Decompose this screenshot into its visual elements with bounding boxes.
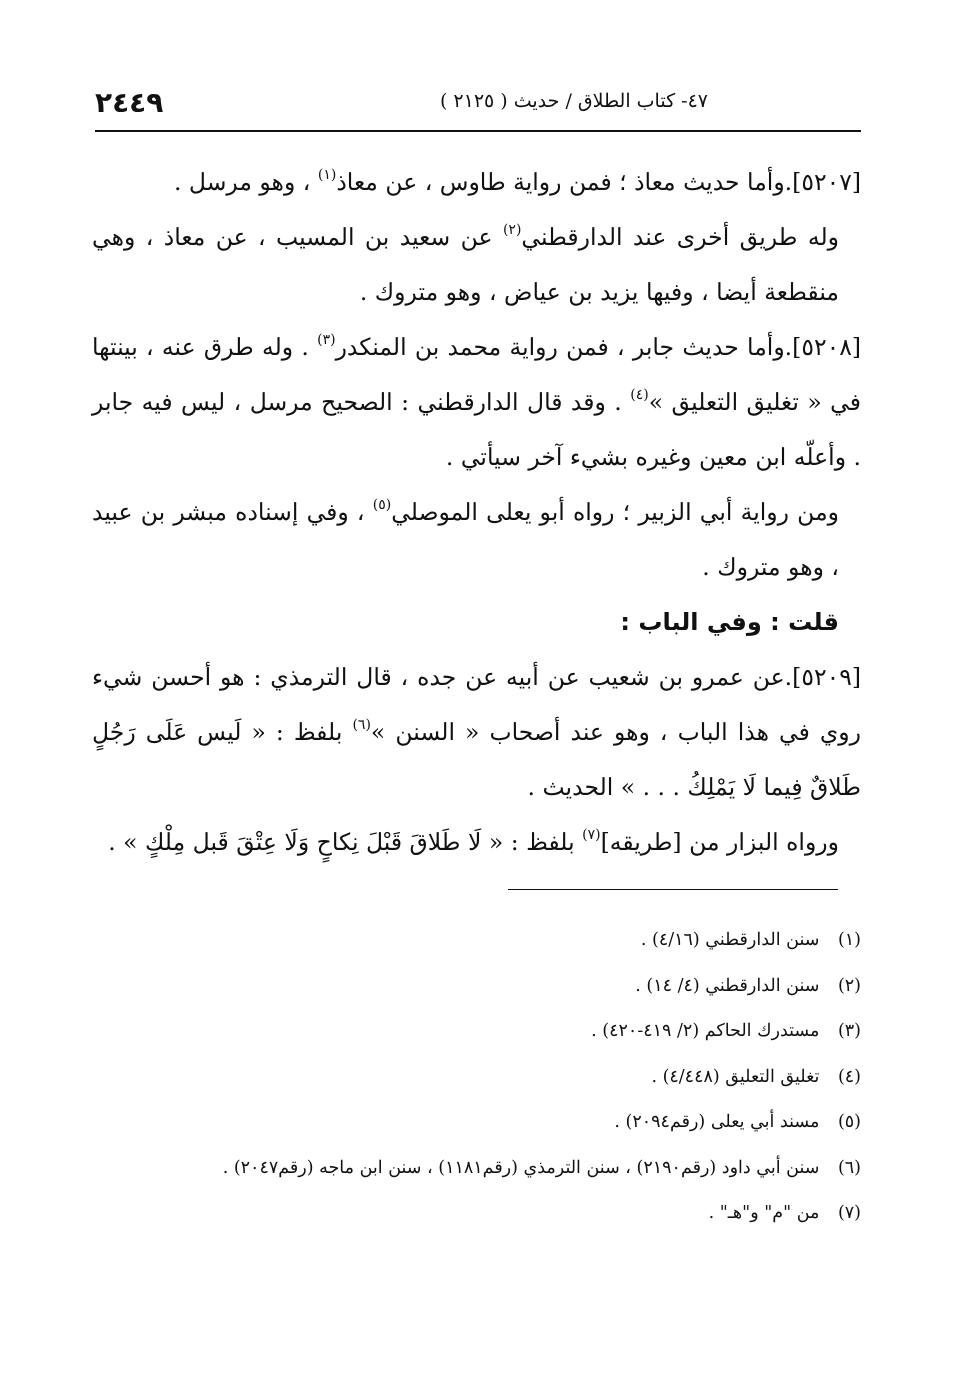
running-title: ٤٧- كتاب الطلاق / حديث ( ٢١٢٥ ) [439, 90, 708, 112]
footnote-mark: (٧) [837, 1203, 861, 1223]
footnote-text: تغليق التعليق (٤/٤٤٨) . [651, 1066, 820, 1087]
footnote-ref[interactable]: (٥) [372, 497, 392, 514]
paragraph-text: بلفظ : « لَا طَلاقَ قَبْلَ نِكاحٍ وَلَا عِتْقَ قَبل مِلْكٍ » . [108, 828, 575, 856]
hadith-number: [٥٢٠٩] [792, 663, 861, 691]
paragraph-bazzar [92, 815, 861, 870]
paragraph-text: .وأما حديث جابر ، فمن رواية محمد بن المنكدر [335, 333, 793, 361]
footnote-ref[interactable]: (٦) [352, 717, 371, 734]
footnote-mark: (٢) [837, 975, 861, 996]
footnote-ref[interactable]: (٧) [582, 827, 601, 844]
hadith-number: [٥٢٠٧] [792, 168, 861, 196]
footnote-ref[interactable]: (٤) [630, 387, 649, 404]
footnote-mark: (٣) [837, 1021, 861, 1041]
footnote-item [92, 1055, 861, 1101]
paragraph-text: عن سعيد بن المسيب ، عن معاذ ، وهي منقطعة أيضا ، وفيها يزيد بن عياض ، وهو متروك . [92, 223, 839, 306]
paragraph-text: ، وفي إسناده مبشر بن عبيد ، وهو متروك . [92, 498, 839, 581]
page-number: ٢٤٤٩ [95, 86, 164, 119]
footnote-text: مسند أبي يعلى (رقم٢٠٩٤) . [614, 1112, 820, 1132]
footnote-item [92, 1191, 861, 1237]
footnote-text: من "م" و"هـ" . [708, 1203, 820, 1223]
paragraph-text: ومن رواية أبي الزبير ؛ رواه أبو يعلى الموصلي [391, 498, 840, 526]
footnote-text: مستدرك الحاكم (٢/ ٤١٩-٤٢٠) . [591, 1021, 820, 1041]
hadith-number: [٥٢٠٨] [792, 333, 861, 361]
footnote-text: سنن أبي داود (رقم٢١٩٠) ، سنن الترمذي (رقم١١٨١) ، سنن ابن ماجه (رقم٢٠٤٧) . [222, 1157, 820, 1178]
footnote-mark: (٦) [837, 1157, 861, 1178]
paragraph-abu-zubayr [92, 485, 861, 595]
footnote-mark: (١) [837, 930, 861, 950]
paragraph-text: بلفظ : « لَيس عَلَى رَجُلٍ طَلاقٌ فِيما لَا يَمْلِكُ . . . » الحديث . [92, 718, 861, 801]
paragraph-5209 [92, 650, 861, 815]
footnote-item [92, 964, 861, 1010]
footnote-item [92, 1146, 861, 1192]
footnotes [92, 918, 861, 1237]
paragraph-muadh-route [92, 210, 861, 320]
paragraph-text: ، وهو مرسل . [173, 168, 311, 196]
footnote-item [92, 1009, 861, 1055]
paragraph-text: .وأما حديث معاذ ؛ فمن رواية طاوس ، عن معاذ [336, 168, 793, 196]
footnote-ref[interactable]: (٣) [317, 332, 336, 349]
page-header [95, 86, 858, 130]
footnote-mark: (٤) [837, 1066, 861, 1087]
footnote-mark: (٥) [837, 1112, 861, 1132]
footnote-separator [508, 889, 838, 890]
footnote-item [92, 918, 861, 964]
footnote-item [92, 1100, 861, 1146]
footnote-ref[interactable]: (١) [317, 167, 337, 184]
footnote-text: سنن الدارقطني (٤/ ١٤) . [635, 975, 820, 996]
paragraph-5208 [92, 320, 861, 485]
main-text [92, 155, 861, 870]
paragraph-text: وله طريق أخرى عند الدارقطني [521, 223, 839, 251]
section-heading: قلت : وفي الباب : [620, 608, 839, 636]
footnote-text: سنن الدارقطني (٤/١٦) . [640, 930, 820, 950]
header-rule [95, 130, 861, 132]
paragraph-text: . وله طرق عنه ، بينتها في « تغليق التعليق » [92, 333, 861, 416]
paragraph-text: . وقد قال الدارقطني : الصحيح مرسل ، ليس فيه جابر . وأعلّه ابن معين وغيره بشيء آخر سيأتي . [92, 388, 861, 471]
paragraph-text: ورواه البزار من [طريقه] [600, 828, 839, 856]
paragraph-5207 [92, 155, 861, 210]
footnote-ref[interactable]: (٢) [502, 222, 522, 239]
paragraph-text: .عن عمرو بن شعيب عن أبيه عن جده ، قال الترمذي : هو أحسن شيء روي في هذا الباب ، وهو عند أصحاب « السنن » [92, 663, 861, 746]
